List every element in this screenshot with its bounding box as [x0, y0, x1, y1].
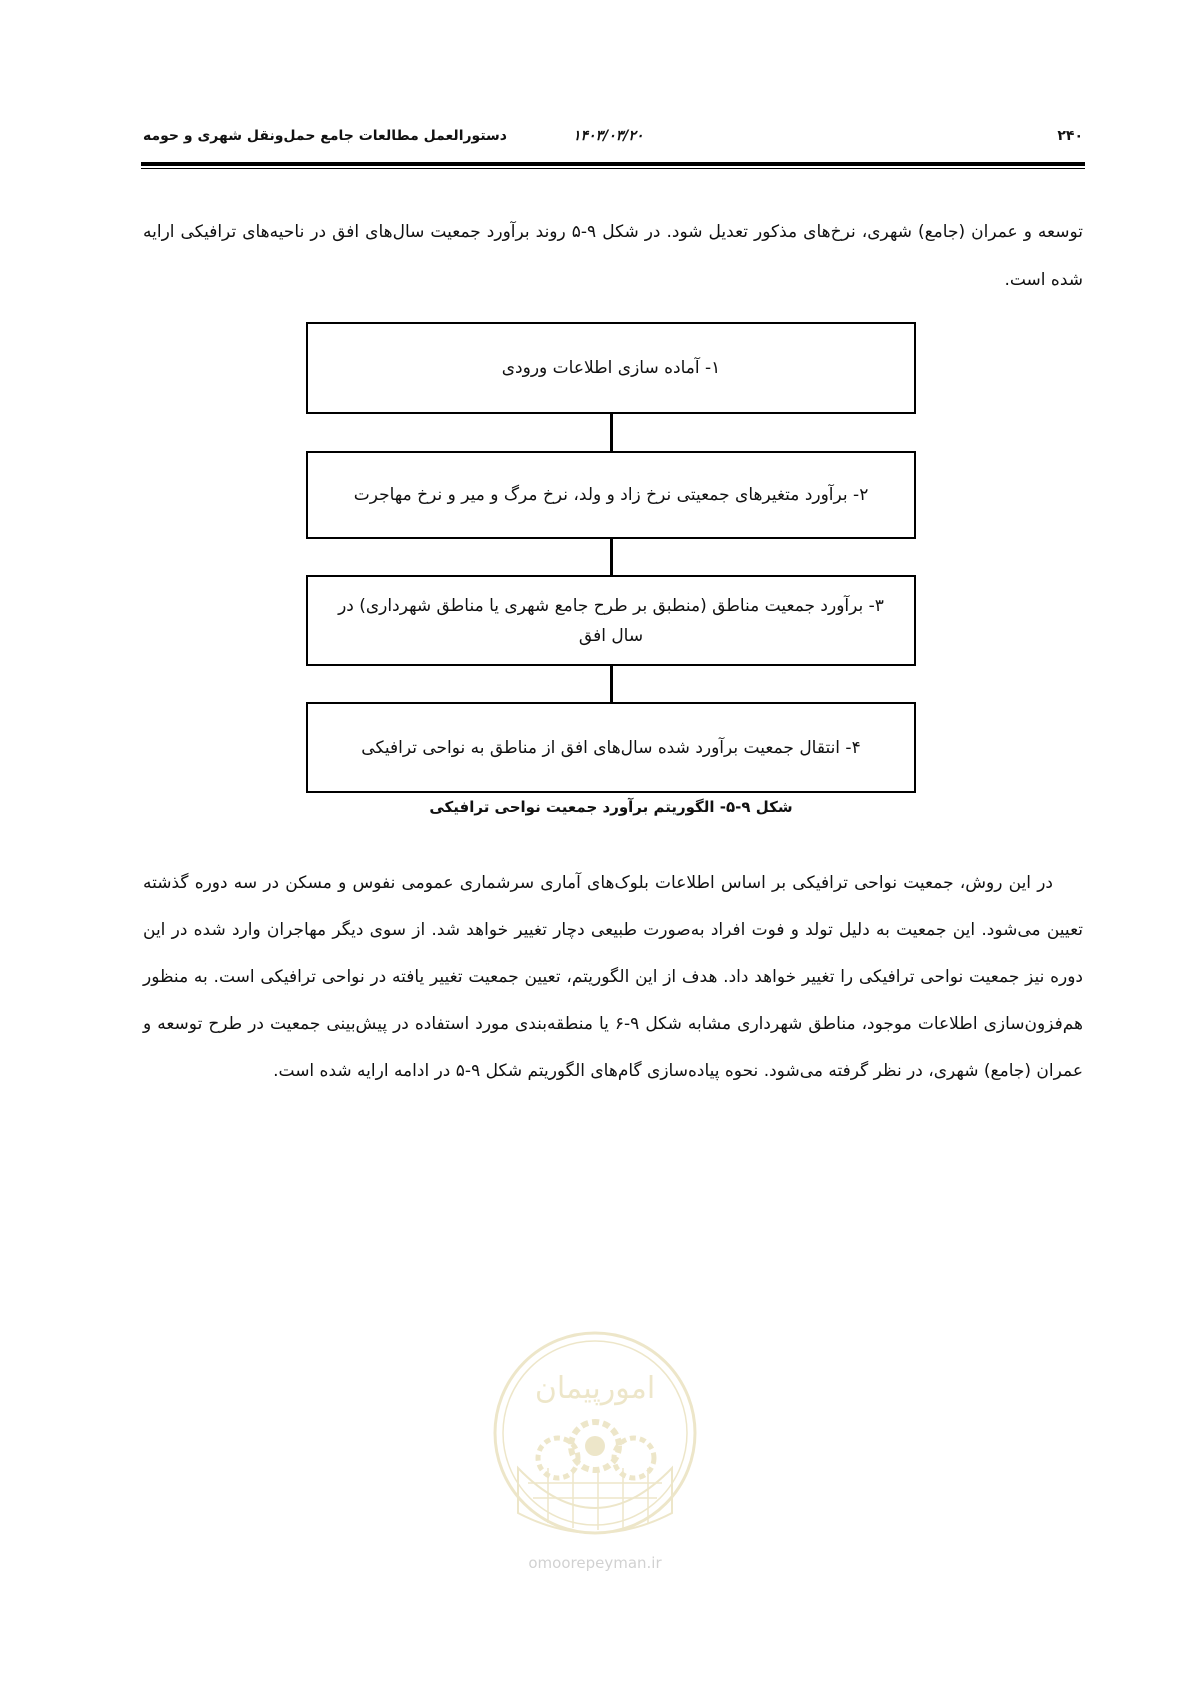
- watermark-logo-text: امورپیمان: [534, 1371, 656, 1406]
- flow-connector-1: [610, 414, 613, 451]
- figure-caption: شکل ۹-۵- الگوریتم برآورد جمعیت نواحی ترافیکی: [429, 798, 793, 816]
- watermark-logo: [488, 1318, 702, 1548]
- page-header: [143, 128, 1083, 148]
- watermark-url: omoorepeyman.ir: [528, 1554, 662, 1572]
- watermark: [488, 1318, 702, 1590]
- page-number: ۲۴۰: [1057, 128, 1083, 144]
- flow-step-2: ۲- برآورد متغیرهای جمعیتی نرخ زاد و ولد، نرخ مرگ و میر و نرخ مهاجرت: [306, 451, 916, 539]
- flow-step-3: ۳- برآورد جمعیت مناطق (منطبق بر طرح جامع شهری یا مناطق شهرداری) در سال افق: [306, 575, 916, 666]
- flow-step-4: ۴- انتقال جمعیت برآورد شده سال‌های افق از مناطق به نواحی ترافیکی: [306, 702, 916, 793]
- header-date: ۱۴۰۳/۰۳/۲۰: [573, 128, 644, 144]
- header-rule-thick: [141, 162, 1085, 166]
- flow-connector-3: [610, 666, 613, 702]
- body-paragraph-text: در این روش، جمعیت نواحی ترافیکی بر اساس اطلاعات بلوک‌های آماری سرشماری عمومی نفوس و مسکن در سه دوره گذشته تعیین می‌شود. این جمعیت به دلیل تولد و فوت افراد به‌صورت طبیعی دچار تغییر خواهد شد. از سوی دیگر مهاجران وارد شده در این دوره نیز جمعیت نواحی ترافیکی را تغییر خواهد داد. هدف از این الگوریتم، تعیین جمعیت تغییر یافته در نواحی ترافیکی است. به منظور هم‌فزون‌سازی اطلاعات موجود، مناطق شهرداری مشابه شکل ۹-۶ یا منطقه‌بندی مورد استفاده در پیش‌بینی جمعیت در طرح توسعه و عمران (جامع) شهری، در نظر گرفته می‌شود. نحوه پیاده‌سازی گام‌های الگوریتم شکل ۹-۵ در ادامه ارایه شده است.: [143, 873, 1083, 1081]
- header-title: دستورالعمل مطالعات جامع حمل‌ونقل شهری و حومه: [143, 128, 507, 144]
- flow-connector-2: [610, 539, 613, 575]
- intro-paragraph: توسعه و عمران (جامع) شهری، نرخ‌های مذکور تعدیل شود. در شکل ۹-۵ روند برآورد جمعیت سال‌های افق در ناحیه‌های ترافیکی ارایه شده است.: [143, 222, 1083, 290]
- flow-step-1: ۱- آماده سازی اطلاعات ورودی: [306, 322, 916, 414]
- header-rule-thin: [141, 168, 1085, 169]
- body-paragraph: [143, 860, 1083, 1095]
